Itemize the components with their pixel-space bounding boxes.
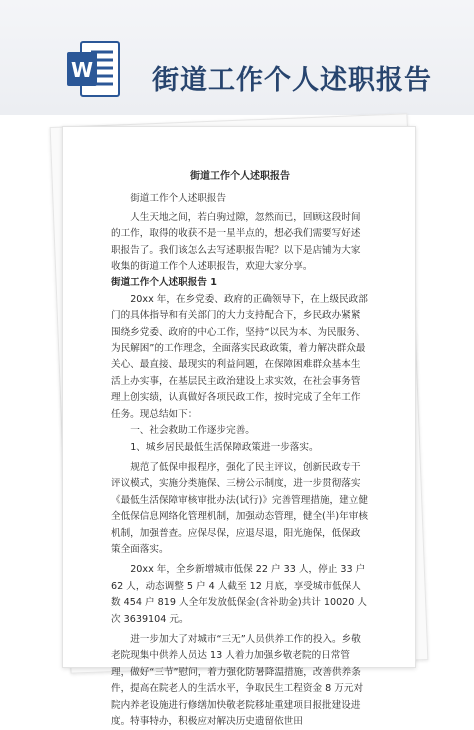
list-item-subheading: 1、城乡居民最低生活保障政策进一步落实。 [130, 441, 319, 453]
logo-letter: W [70, 58, 94, 82]
section-heading: 街道工作个人述职报告 1 [111, 277, 217, 289]
document-subtitle: 街道工作个人述职报告 [130, 193, 227, 205]
header-banner [0, 0, 474, 115]
document-title: 街道工作个人述职报告 [190, 171, 290, 182]
body-paragraph: 进一步加大了对城市“三无”人员供养工作的投入。乡敬老院现集中供养人员达 13 人着力加强乡敬老院的日常管理，做好“三节”慰问，着力强化防暑降温措施，改善供养条件，提高在院老人的生活水平，争取民生工程资金 8 万元对院内养老设施进行修缮加快敬老院移址重建项目报批建设进度。特事特办，积极应对解决历史遗留依世田 [111, 633, 364, 727]
body-paragraph: 规范了低保申报程序，强化了民主评议，创新民政专干评议模式，实施分类施保、三榜公示制度，进一步贯彻落实《最低生活保障审核审批办法(试行)》完善管理措施，建立健全低保信息网络化管理机制，加强动态管理，健全(半)年审核机制，加强普查。应保尽保，应退尽退，阳光施保，低保政策全面落实。 [111, 461, 368, 555]
body-paragraph: 20xx 年，在乡党委、政府的正确领导下，在上级民政部门的具体指导和有关部门的大力支持配合下，乡民政办紧紧围绕乡党委、政府的中心工作，坚持“以民为本、为民服务、为民解困”的工作理念，全面落实民政政策，着力解决群众最关心、最直接、最现实的利益问题，在保障困难群众基本生活上办实事，在基层民主政治建设上求实效，在社会事务管理上创实绩，认真做好各项民政工作，按时完成了全年工作任务。现总结如下： [111, 293, 368, 420]
word-document-icon [65, 38, 121, 100]
list-item-heading: 一、社会救助工作逐步完善。 [130, 425, 255, 437]
document-body [111, 169, 369, 730]
banner-title: 街道工作个人述职报告 [152, 65, 432, 96]
body-paragraph: 20xx 年，全乡新增城市低保 22 户 33 人，停止 33 户 62 人，动态调整 5 户 4 人截至 12 月底，享受城市低保人数 454 户 819 人全年发放低保金(含补助金)共计 10020 人次 3639104 元。 [111, 564, 368, 625]
document-page [62, 126, 416, 727]
intro-paragraph: 人生天地之间，若白驹过隙，忽然而已，回顾这段时间的工作，取得的收获不是一星半点的，想必我们需要写好述职报告了。我们该怎么去写述职报告呢？以下是店铺为大家收集的街道工作个人述职报告，欢迎大家分享。 [111, 211, 361, 273]
